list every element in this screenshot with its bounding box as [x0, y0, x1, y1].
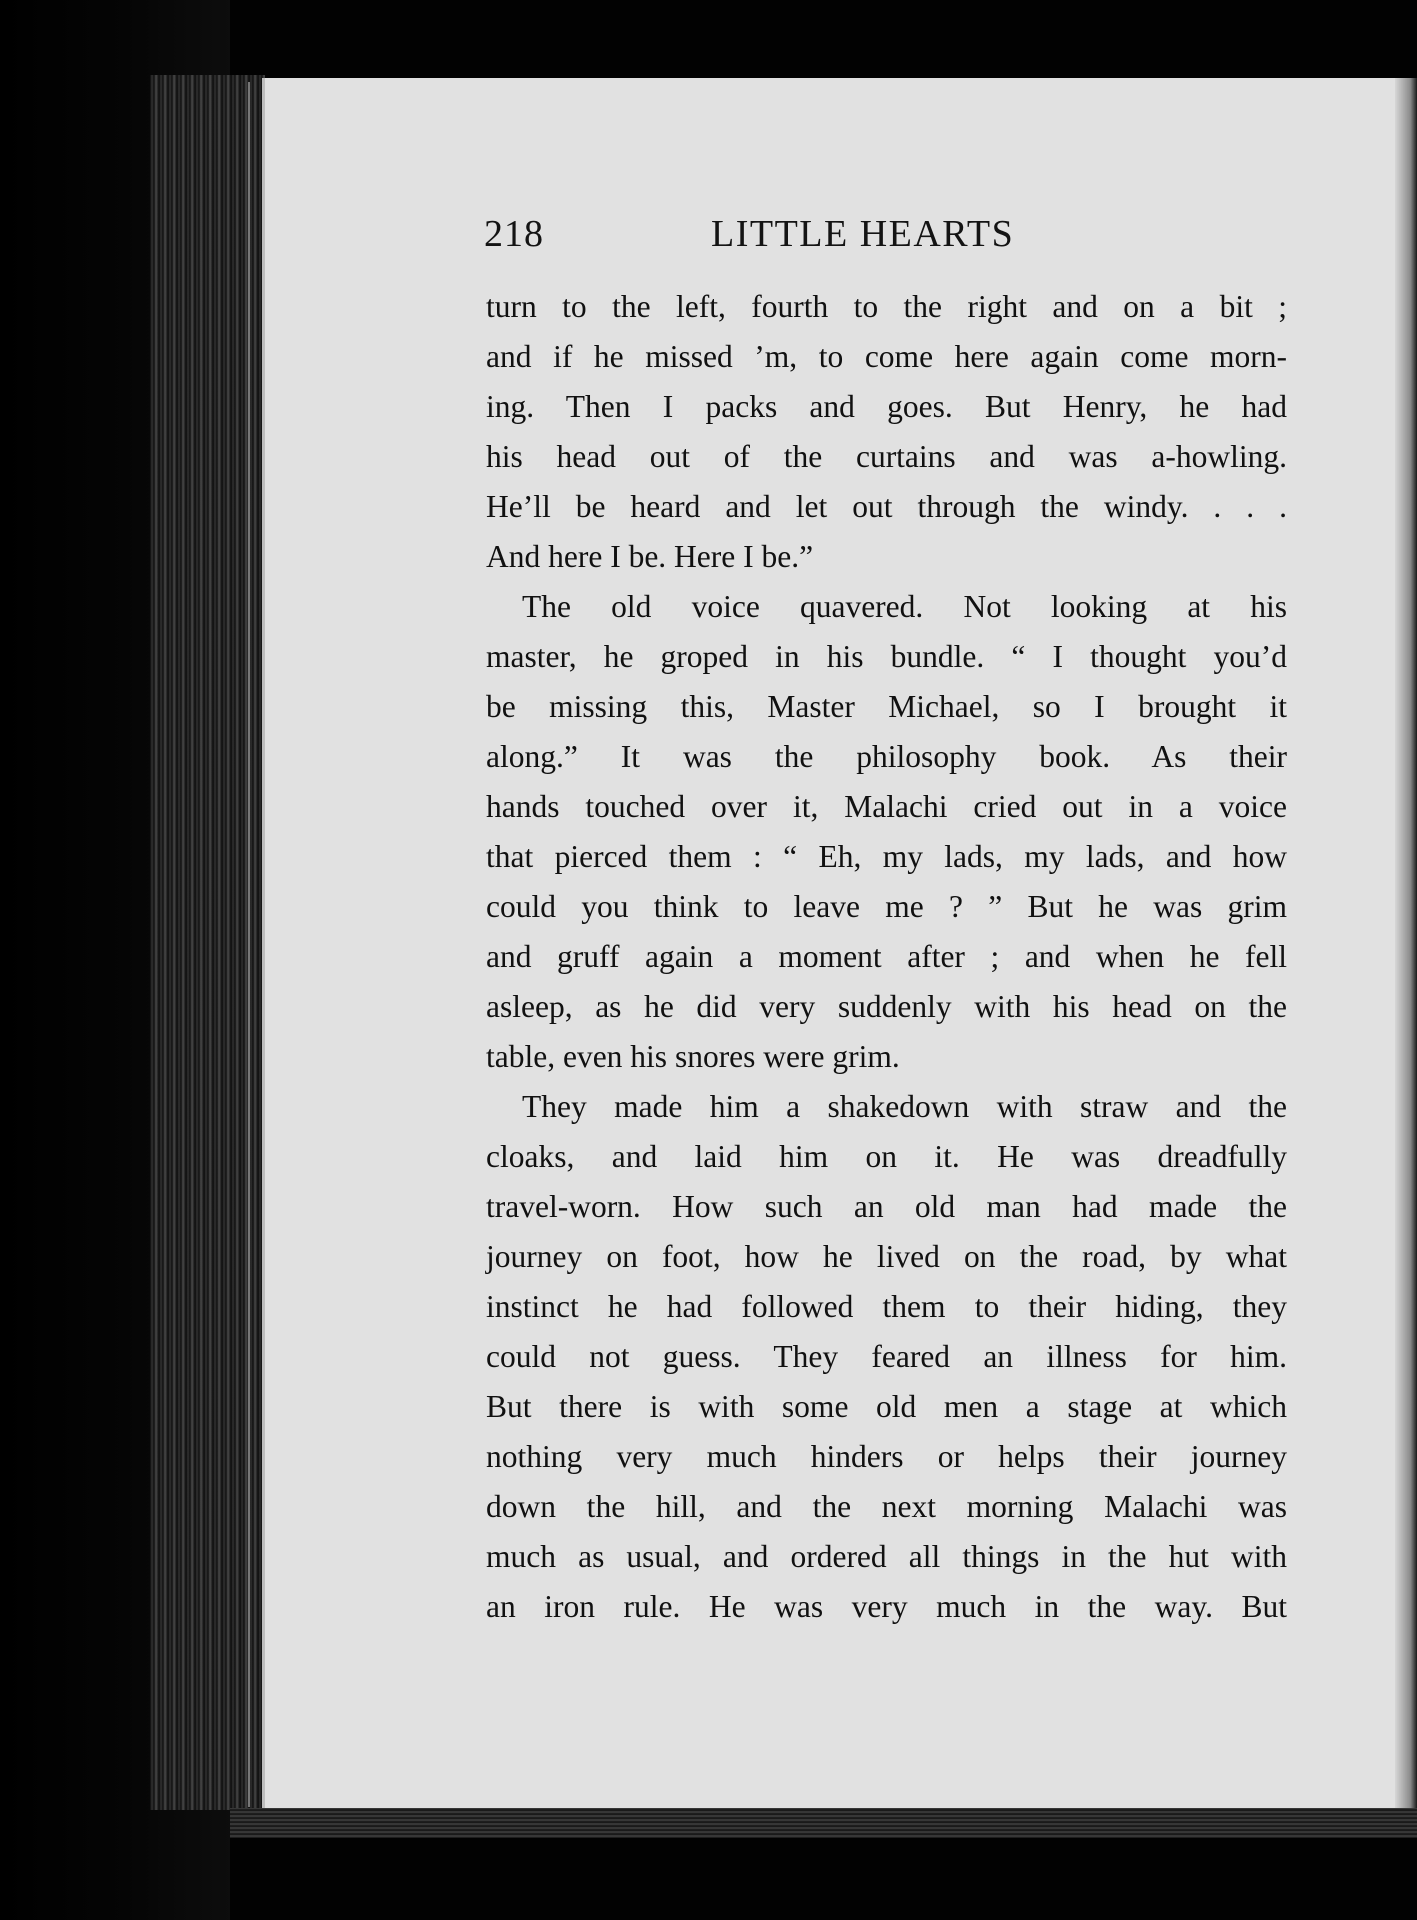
text-line: table, even his snores were grim.: [486, 1039, 900, 1074]
text-line: be missing this, Master Michael, so I brought it: [486, 689, 1287, 724]
text-line: and gruff again a moment after ; and when he fell: [486, 939, 1287, 974]
text-line: ing. Then I packs and goes. But Henry, he had: [486, 389, 1287, 424]
page-number: 218: [484, 213, 544, 255]
text-line: master, he groped in his bundle. “ I thought you’d: [486, 639, 1287, 674]
text-line: And here I be. Here I be.”: [486, 539, 814, 574]
text-line: cloaks, and laid him on it. He was dreadfully: [486, 1139, 1287, 1174]
text-line: and if he missed ’m, to come here again come morn-: [486, 339, 1287, 374]
text-line: his head out of the curtains and was a-howling.: [486, 439, 1287, 474]
text-line: instinct he had followed them to their hiding, they: [486, 1289, 1287, 1324]
text-line: nothing very much hinders or helps their journey: [486, 1439, 1287, 1474]
text-line: They made him a shakedown with straw and the: [522, 1089, 1287, 1124]
text-line: along.” It was the philosophy book. As their: [486, 739, 1287, 774]
text-line: down the hill, and the next morning Malachi was: [486, 1489, 1287, 1524]
running-header: [484, 212, 1284, 268]
text-line: an iron rule. He was very much in the way. But: [486, 1589, 1287, 1624]
text-line: much as usual, and ordered all things in the hut with: [486, 1539, 1287, 1574]
running-title: LITTLE HEARTS: [711, 213, 1015, 255]
page-bottom-edge: [230, 1808, 1417, 1838]
text-line: could you think to leave me ? ” But he was grim: [486, 889, 1287, 924]
page-right-edge: [1395, 78, 1417, 1818]
body-text: [486, 282, 1287, 1632]
text-line: that pierced them : “ Eh, my lads, my lads, and how: [486, 839, 1287, 874]
text-line: He’ll be heard and let out through the windy. . . .: [486, 489, 1287, 524]
text-line: But there is with some old men a stage at which: [486, 1389, 1287, 1424]
text-line: journey on foot, how he lived on the road, by what: [486, 1239, 1287, 1274]
text-line: travel-worn. How such an old man had made the: [486, 1189, 1287, 1224]
text-line: The old voice quavered. Not looking at his: [522, 589, 1287, 624]
text-line: could not guess. They feared an illness for him.: [486, 1339, 1287, 1374]
text-line: turn to the left, fourth to the right and on a bit ;: [486, 289, 1287, 324]
text-line: asleep, as he did very suddenly with his head on the: [486, 989, 1287, 1024]
text-line: hands touched over it, Malachi cried out in a voice: [486, 789, 1287, 824]
